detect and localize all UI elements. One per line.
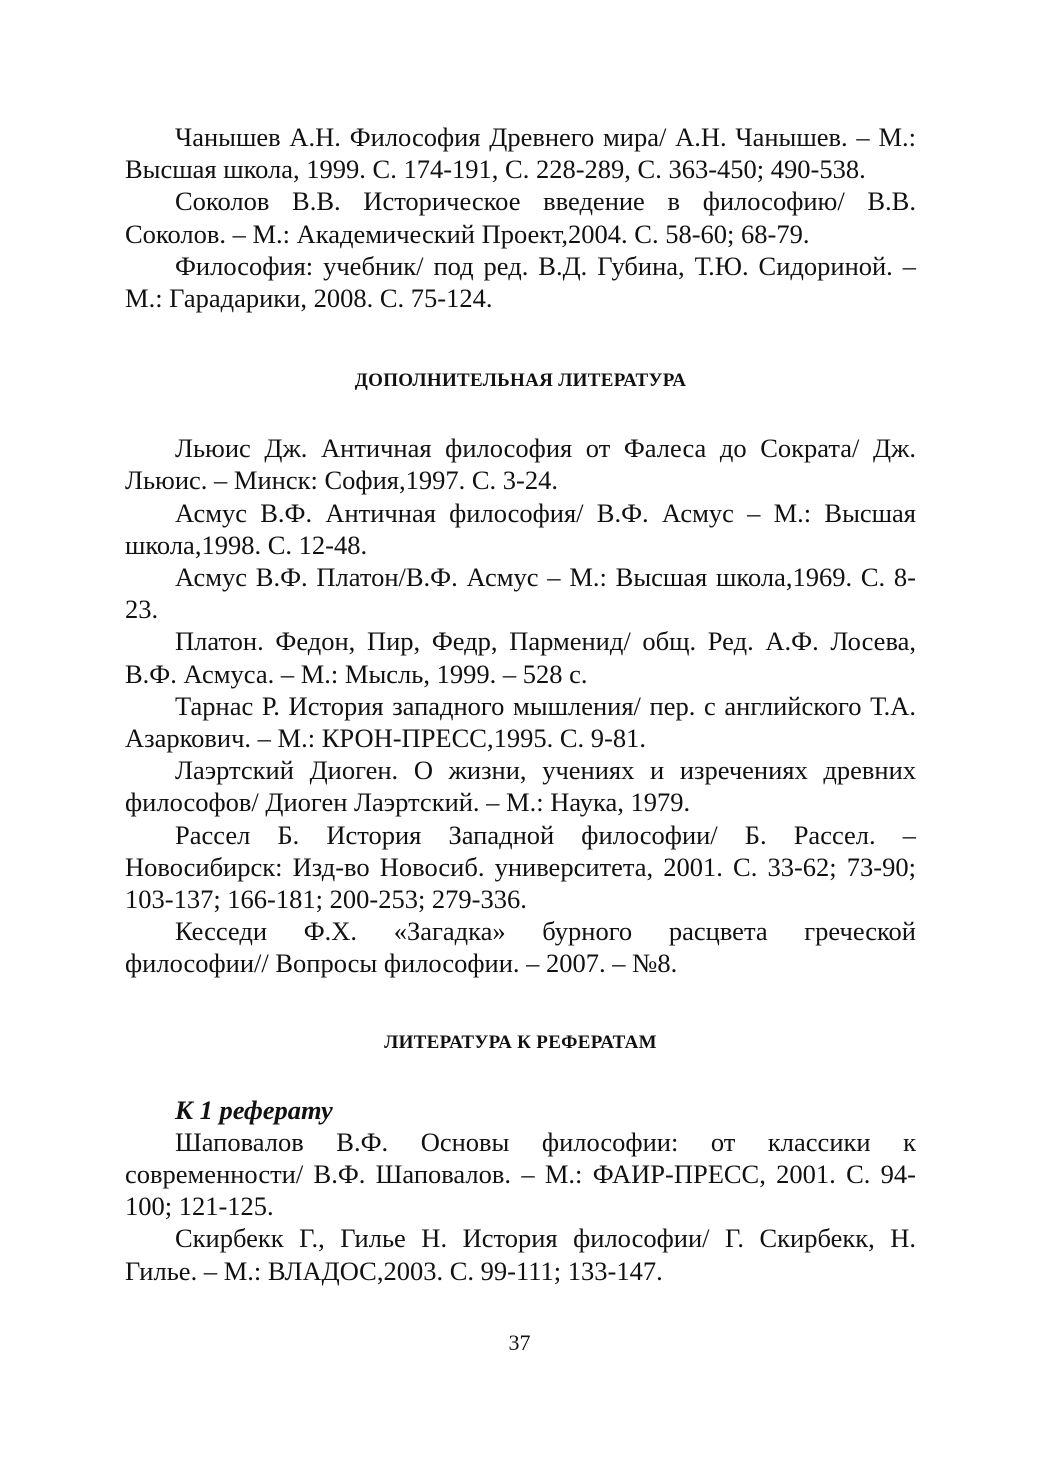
page-number: 37 [508,1330,531,1355]
reference-sokolov: Соколов В.В. Историческое введение в философию/ В.В. Соколов. – М.: Академический Проект,2004. С. 58-60; 68-79. [125,186,916,249]
reference-asmus-antique: Асмус В.Ф. Античная философия/ В.Ф. Асмус – М.: Высшая школа,1998. С. 12-48. [125,497,916,560]
reference-plato-dialogues: Платон. Федон, Пир, Федр, Парменид/ общ. Ред. А.Ф. Лосева, В.Ф. Асмуса. – М.: Мысль, 1999. – 528 с. [125,626,916,689]
reference-chanyshev: Чанышев А.Н. Философия Древнего мира/ А.Н. Чанышев. – М.: Высшая школа, 1999. С. 174-191, С. 228-289, С. 363-450; 490-538. [125,122,916,185]
reference-shapovalov: Шаповалов В.Ф. Основы философии: от классики к современности/ В.Ф. Шаповалов. – М.: ФАИР-ПРЕСС, 2001. С. 94-100; 121-125. [125,1126,916,1222]
reference-lewis: Льюис Дж. Античная философия от Фалеса до Сократа/ Дж. Льюис. – Минск: София,1997. С. 3-24. [125,433,916,496]
page-body [125,121,916,1287]
essay-1-subheading: К 1 реферату [175,1094,333,1125]
reference-kessidi: Кесседи Ф.Х. «Загадка» бурного расцвета греческой философии// Вопросы философии. – 2007. – №8. [125,916,916,979]
essays-literature-heading: ЛИТЕРАТУРА К РЕФЕРАТАМ [384,1031,657,1053]
additional-literature-heading: ДОПОЛНИТЕЛЬНАЯ ЛИТЕРАТУРА [354,370,687,392]
reference-tarnas: Тарнас Р. История западного мышления/ пер. с английского Т.А. Азаркович. – М.: КРОН-ПРЕСС,1995. С. 9-81. [125,690,916,754]
reference-asmus-plato: Асмус В.Ф. Платон/В.Ф. Асмус – М.: Высшая школа,1969. С. 8-23. [125,562,916,625]
reference-russell: Рассел Б. История Западной философии/ Б. Рассел. – Новосибирск: Изд-во Новосиб. университета, 2001. С. 33-62; 73-90; 103-137; 166-181; 200-253; 279-336. [125,819,916,915]
reference-laertius: Лаэртский Диоген. О жизни, учениях и изречениях древних философов/ Диоген Лаэртский. – М.: Наука, 1979. [125,755,916,818]
reference-skirbekk-gilje: Скирбекк Г., Гилье Н. История философии/ Г. Скирбекк, Н. Гилье. – М.: ВЛАДОС,2003. С. 99-111; 133-147. [125,1223,916,1286]
reference-gubin-sidorina: Философия: учебник/ под ред. В.Д. Губина, Т.Ю. Сидориной. – М.: Гарадарики, 2008. С. 75-124. [125,250,916,314]
